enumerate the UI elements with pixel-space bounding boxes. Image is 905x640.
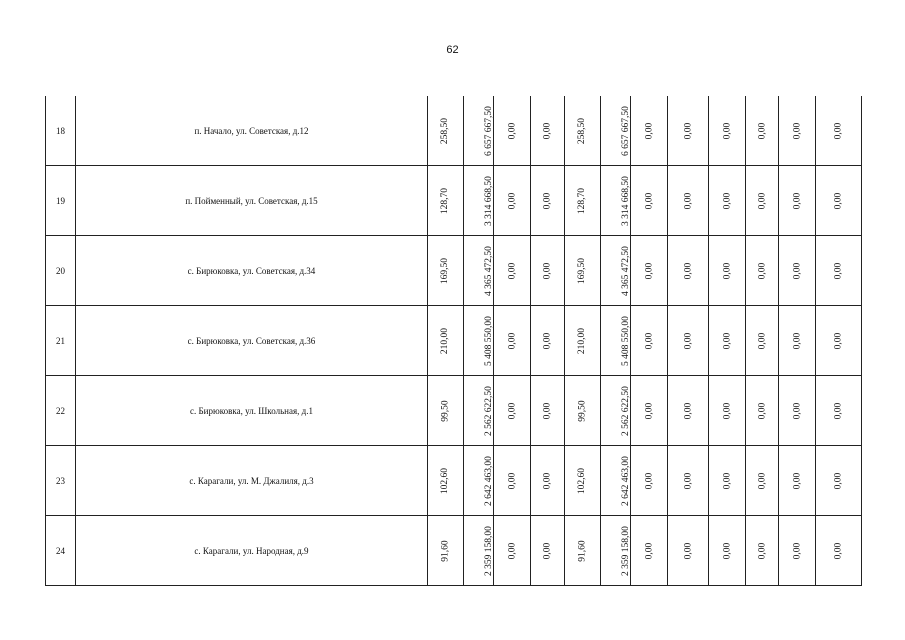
rotated-value: 0,00: [833, 192, 844, 210]
cost-cell: [601, 96, 631, 166]
row-number-cell: 20: [46, 236, 76, 306]
row-number-cell: 24: [46, 516, 76, 586]
address-cell: с. Бирюковка, ул. Советская, д.34: [76, 236, 428, 306]
rotated-value: 2 359 158,00: [620, 526, 631, 576]
cost-cell: [601, 236, 631, 306]
address-cell: с. Бирюковка, ул. Школьная, д.1: [76, 376, 428, 446]
rotated-value: 0,00: [683, 192, 693, 210]
rotated-value: 0,00: [792, 262, 802, 280]
value-cell: [816, 516, 862, 586]
rotated-value: 0,00: [833, 122, 844, 140]
rotated-value: 0,00: [722, 192, 732, 210]
rotated-value: 0,00: [683, 332, 693, 350]
value-cell: [816, 446, 862, 516]
value-cell: [746, 166, 779, 236]
value-cell: [709, 376, 746, 446]
value-cell: [631, 236, 668, 306]
rotated-value: 0,00: [792, 402, 802, 420]
value-cell: [746, 516, 779, 586]
cost-cell: [464, 446, 494, 516]
rotated-value: 0,00: [507, 122, 517, 140]
cost-cell: [464, 236, 494, 306]
rotated-value: 0,00: [644, 262, 654, 280]
rotated-value: 0,00: [757, 402, 767, 420]
rotated-value: 0,00: [644, 402, 654, 420]
area-cell: [565, 96, 601, 166]
rotated-value: 0,00: [542, 332, 553, 350]
rotated-value: 0,00: [757, 542, 767, 560]
value-cell: [746, 236, 779, 306]
value-cell: [631, 516, 668, 586]
row-number-cell: 21: [46, 306, 76, 376]
rotated-value: 0,00: [757, 472, 767, 490]
value-cell: [531, 516, 565, 586]
address-cell: с. Бирюковка, ул. Советская, д.36: [76, 306, 428, 376]
rotated-value: 2 562 622,50: [483, 386, 494, 436]
rotated-value: 0,00: [644, 192, 654, 210]
rotated-value: 6 657 667,50: [620, 106, 631, 156]
rotated-value: 0,00: [792, 472, 802, 490]
value-cell: [709, 166, 746, 236]
area-cell: [428, 376, 464, 446]
rotated-value: 4 365 472,50: [483, 246, 494, 296]
value-cell: [668, 446, 709, 516]
value-cell: [709, 236, 746, 306]
area-cell: [428, 96, 464, 166]
table-row: [46, 306, 862, 376]
table-row: [46, 376, 862, 446]
value-cell: [631, 306, 668, 376]
value-cell: [779, 166, 816, 236]
value-cell: [709, 516, 746, 586]
rotated-value: 91,60: [440, 540, 451, 562]
row-number-cell: 22: [46, 376, 76, 446]
table-row: [46, 166, 862, 236]
rotated-value: 169,50: [577, 257, 588, 285]
value-cell: [531, 376, 565, 446]
table-row: [46, 446, 862, 516]
cost-cell: [601, 306, 631, 376]
value-cell: [779, 96, 816, 166]
value-cell: [531, 236, 565, 306]
page-number: 62: [446, 44, 459, 56]
value-cell: [746, 306, 779, 376]
value-cell: [631, 96, 668, 166]
rotated-value: 258,50: [440, 117, 451, 145]
rotated-value: 0,00: [722, 122, 732, 140]
rotated-value: 5 408 550,00: [483, 316, 494, 366]
rotated-value: 128,70: [440, 187, 451, 215]
value-cell: [779, 306, 816, 376]
rotated-value: 0,00: [722, 542, 732, 560]
area-cell: [565, 166, 601, 236]
value-cell: [709, 96, 746, 166]
rotated-value: 0,00: [757, 332, 767, 350]
value-cell: [746, 376, 779, 446]
rotated-value: 0,00: [757, 262, 767, 280]
rotated-value: 102,60: [440, 467, 451, 495]
rotated-value: 0,00: [792, 542, 802, 560]
cost-cell: [601, 446, 631, 516]
rotated-value: 0,00: [722, 402, 732, 420]
value-cell: [531, 446, 565, 516]
cost-cell: [464, 306, 494, 376]
rotated-value: 0,00: [507, 192, 517, 210]
rotated-value: 0,00: [542, 472, 553, 490]
rotated-value: 0,00: [833, 332, 844, 350]
value-cell: [668, 236, 709, 306]
value-cell: [631, 166, 668, 236]
rotated-value: 0,00: [542, 122, 553, 140]
rotated-value: 0,00: [644, 542, 654, 560]
cost-cell: [601, 376, 631, 446]
cost-cell: [464, 516, 494, 586]
rotated-value: 0,00: [507, 262, 517, 280]
address-cell: п. Пойменный, ул. Советская, д.15: [76, 166, 428, 236]
value-cell: [531, 306, 565, 376]
area-cell: [565, 446, 601, 516]
rotated-value: 0,00: [683, 122, 693, 140]
value-cell: [668, 516, 709, 586]
rotated-value: 0,00: [644, 472, 654, 490]
area-cell: [428, 446, 464, 516]
rotated-value: 0,00: [722, 472, 732, 490]
rotated-value: 128,70: [577, 187, 588, 215]
rotated-value: 4 365 472,50: [620, 246, 631, 296]
area-cell: [428, 236, 464, 306]
rotated-value: 0,00: [833, 472, 844, 490]
rotated-value: 0,00: [757, 192, 767, 210]
value-cell: [494, 236, 531, 306]
table-row: [46, 236, 862, 306]
rotated-value: 0,00: [542, 542, 553, 560]
value-cell: [779, 516, 816, 586]
rotated-value: 2 562 622,50: [620, 386, 631, 436]
rotated-value: 91,60: [577, 540, 588, 562]
value-cell: [494, 166, 531, 236]
value-cell: [494, 516, 531, 586]
rotated-value: 102,60: [577, 467, 588, 495]
rotated-value: 3 314 668,50: [620, 176, 631, 226]
row-number-cell: 23: [46, 446, 76, 516]
row-number-cell: 19: [46, 166, 76, 236]
rotated-value: 99,50: [577, 400, 588, 422]
rotated-value: 3 314 668,50: [483, 176, 494, 226]
area-cell: [428, 516, 464, 586]
cost-cell: [601, 166, 631, 236]
address-cell: с. Карагали, ул. Народная, д.9: [76, 516, 428, 586]
cost-cell: [464, 166, 494, 236]
rotated-value: 0,00: [542, 262, 553, 280]
rotated-value: 0,00: [683, 542, 693, 560]
rotated-value: 0,00: [683, 402, 693, 420]
area-cell: [565, 236, 601, 306]
area-cell: [565, 516, 601, 586]
row-number-cell: 18: [46, 96, 76, 166]
value-cell: [779, 376, 816, 446]
value-cell: [668, 376, 709, 446]
rotated-value: 210,00: [577, 327, 588, 355]
value-cell: [494, 306, 531, 376]
table-row: [46, 516, 862, 586]
value-cell: [746, 446, 779, 516]
value-cell: [668, 306, 709, 376]
value-cell: [709, 446, 746, 516]
table-row: [46, 96, 862, 166]
rotated-value: 0,00: [792, 192, 802, 210]
cost-cell: [464, 96, 494, 166]
rotated-value: 0,00: [542, 402, 553, 420]
rotated-value: 2 642 463,00: [620, 456, 631, 506]
value-cell: [494, 96, 531, 166]
rotated-value: 0,00: [722, 262, 732, 280]
value-cell: [631, 446, 668, 516]
cost-cell: [601, 516, 631, 586]
value-cell: [779, 446, 816, 516]
rotated-value: 0,00: [833, 262, 844, 280]
value-cell: [746, 96, 779, 166]
value-cell: [816, 306, 862, 376]
rotated-value: 258,50: [577, 117, 588, 145]
value-cell: [494, 446, 531, 516]
value-cell: [816, 96, 862, 166]
rotated-value: 0,00: [507, 402, 517, 420]
rotated-value: 0,00: [792, 122, 802, 140]
value-cell: [816, 236, 862, 306]
rotated-value: 0,00: [644, 332, 654, 350]
value-cell: [668, 166, 709, 236]
rotated-value: 0,00: [683, 472, 693, 490]
value-cell: [779, 236, 816, 306]
rotated-value: 6 657 667,50: [483, 106, 494, 156]
rotated-value: 210,00: [440, 327, 451, 355]
value-cell: [709, 306, 746, 376]
rotated-value: 0,00: [542, 192, 553, 210]
rotated-value: 0,00: [507, 332, 517, 350]
data-table: [45, 96, 862, 586]
rotated-value: 0,00: [507, 472, 517, 490]
value-cell: [816, 376, 862, 446]
area-cell: [428, 306, 464, 376]
rotated-value: 169,50: [440, 257, 451, 285]
rotated-value: 0,00: [507, 542, 517, 560]
value-cell: [531, 96, 565, 166]
rotated-value: 0,00: [644, 122, 654, 140]
address-cell: с. Карагали, ул. М. Джалиля, д.3: [76, 446, 428, 516]
area-cell: [428, 166, 464, 236]
rotated-value: 5 408 550,00: [620, 316, 631, 366]
address-cell: п. Начало, ул. Советская, д.12: [76, 96, 428, 166]
rotated-value: 0,00: [683, 262, 693, 280]
value-cell: [668, 96, 709, 166]
value-cell: [494, 376, 531, 446]
rotated-value: 0,00: [722, 332, 732, 350]
rotated-value: 99,50: [440, 400, 451, 422]
rotated-value: 2 359 158,00: [483, 526, 494, 576]
rotated-value: 0,00: [792, 332, 802, 350]
rotated-value: 0,00: [833, 402, 844, 420]
rotated-value: 0,00: [757, 122, 767, 140]
rotated-value: 0,00: [833, 542, 844, 560]
value-cell: [531, 166, 565, 236]
value-cell: [816, 166, 862, 236]
area-cell: [565, 376, 601, 446]
value-cell: [631, 376, 668, 446]
area-cell: [565, 306, 601, 376]
rotated-value: 2 642 463,00: [483, 456, 494, 506]
cost-cell: [464, 376, 494, 446]
